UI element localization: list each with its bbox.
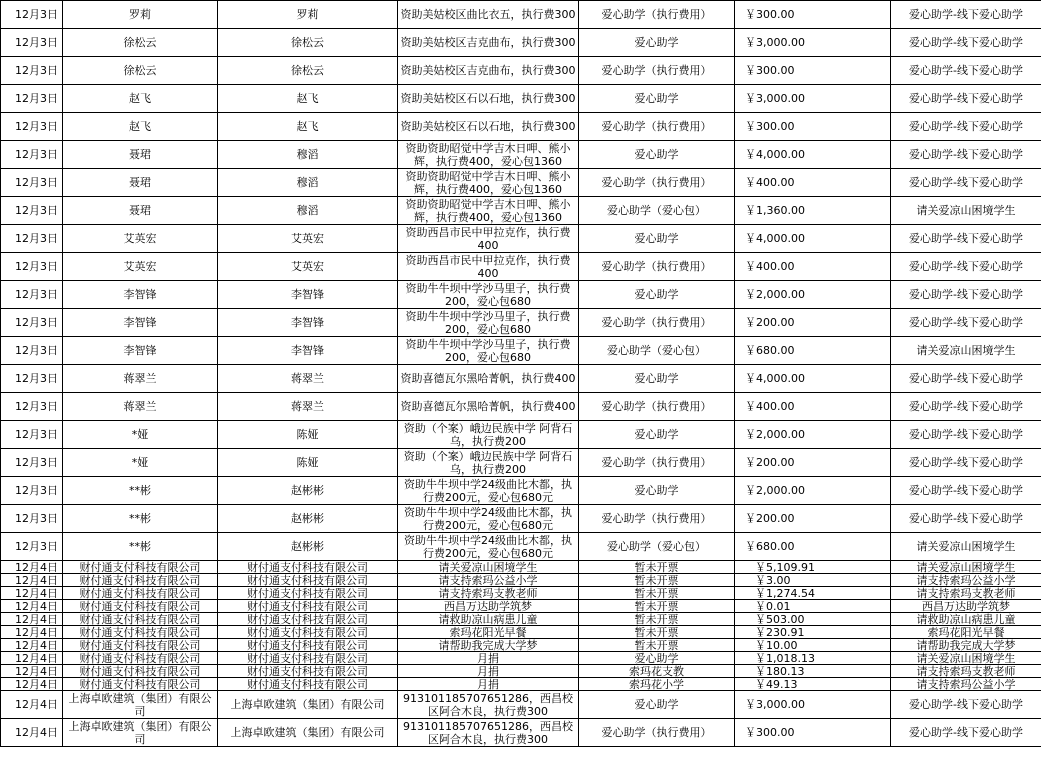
description-cell: 资助喜德瓦尔黑哈菁帆，执行费400	[398, 365, 579, 393]
description-cell: 资助牛牛坝中学24级曲比木都，执行费200元，爱心包680元	[398, 505, 579, 533]
destination-cell: 请支持索玛支教老师	[891, 587, 1041, 600]
description-cell: 913101185707651286，西昌校区阿合木良，执行费300	[398, 691, 579, 719]
amount-cell: ￥300.00	[735, 719, 891, 747]
date-cell: 12月3日	[1, 281, 63, 309]
donor-name-cell: 财付通支付科技有限公司	[63, 613, 218, 626]
destination-cell: 爱心助学-线下爱心助学	[891, 449, 1041, 477]
destination-cell: 爱心助学-线下爱心助学	[891, 505, 1041, 533]
description-cell: 资助美姑校区吉克曲布，执行费300	[398, 57, 579, 85]
date-cell: 12月3日	[1, 449, 63, 477]
donor-name-cell: 徐松云	[63, 29, 218, 57]
amount-cell: ￥2,000.00	[735, 477, 891, 505]
donor-name-cell: 财付通支付科技有限公司	[63, 665, 218, 678]
table-row	[1, 197, 1041, 225]
description-cell: 资助喜德瓦尔黑哈菁帆，执行费400	[398, 393, 579, 421]
amount-cell: ￥300.00	[735, 113, 891, 141]
amount-cell: ￥180.13	[735, 665, 891, 678]
table-row	[1, 449, 1041, 477]
category-cell: 爱心助学	[579, 691, 735, 719]
category-cell: 爱心助学（执行费用）	[579, 505, 735, 533]
category-cell: 暂未开票	[579, 639, 735, 652]
date-cell: 12月3日	[1, 393, 63, 421]
category-cell: 爱心助学	[579, 652, 735, 665]
description-cell: 资助牛牛坝中学24级曲比木都，执行费200元，爱心包680元	[398, 533, 579, 561]
destination-cell: 爱心助学-线下爱心助学	[891, 309, 1041, 337]
description-cell: 913101185707651286，西昌校区阿合木良，执行费300	[398, 719, 579, 747]
description-cell: 月捐	[398, 665, 579, 678]
donor-name-cell: 上海卓欧建筑（集团）有限公司	[63, 691, 218, 719]
recipient-name-cell: 财付通支付科技有限公司	[218, 626, 398, 639]
amount-cell: ￥4,000.00	[735, 225, 891, 253]
table-row	[1, 561, 1041, 574]
description-cell: 资助美姑校区曲比衣五，执行费300	[398, 1, 579, 29]
amount-cell: ￥3,000.00	[735, 85, 891, 113]
description-cell: 请支持索玛支教老师	[398, 587, 579, 600]
destination-cell: 请关爱凉山困境学生	[891, 561, 1041, 574]
donor-name-cell: 李智锋	[63, 337, 218, 365]
amount-cell: ￥3,000.00	[735, 691, 891, 719]
table-row	[1, 85, 1041, 113]
amount-cell: ￥5,109.91	[735, 561, 891, 574]
donor-name-cell: 财付通支付科技有限公司	[63, 626, 218, 639]
category-cell: 爱心助学（执行费用）	[579, 309, 735, 337]
amount-cell: ￥680.00	[735, 337, 891, 365]
date-cell: 12月3日	[1, 477, 63, 505]
recipient-name-cell: 穆滔	[218, 197, 398, 225]
amount-cell: ￥400.00	[735, 169, 891, 197]
description-cell: 资助西昌市民中甲拉克作，执行费400	[398, 225, 579, 253]
destination-cell: 爱心助学-线下爱心助学	[891, 365, 1041, 393]
description-cell: 资助牛牛坝中学24级曲比木都，执行费200元，爱心包680元	[398, 477, 579, 505]
category-cell: 爱心助学	[579, 85, 735, 113]
date-cell: 12月3日	[1, 169, 63, 197]
table-row	[1, 587, 1041, 600]
category-cell: 爱心助学	[579, 421, 735, 449]
category-cell: 暂未开票	[579, 587, 735, 600]
date-cell: 12月4日	[1, 600, 63, 613]
donor-name-cell: 李智锋	[63, 281, 218, 309]
donor-name-cell: 蒋翠兰	[63, 365, 218, 393]
category-cell: 暂未开票	[579, 561, 735, 574]
destination-cell: 爱心助学-线下爱心助学	[891, 113, 1041, 141]
donor-name-cell: *娅	[63, 421, 218, 449]
destination-cell: 爱心助学-线下爱心助学	[891, 691, 1041, 719]
donor-name-cell: 财付通支付科技有限公司	[63, 652, 218, 665]
table-row	[1, 652, 1041, 665]
category-cell: 爱心助学	[579, 281, 735, 309]
destination-cell: 爱心助学-线下爱心助学	[891, 393, 1041, 421]
amount-cell: ￥3,000.00	[735, 29, 891, 57]
recipient-name-cell: 艾英宏	[218, 225, 398, 253]
category-cell: 索玛花支教	[579, 665, 735, 678]
description-cell: 资助资助昭觉中学吉木日呷、熊小辉，执行费400，爱心包1360	[398, 197, 579, 225]
date-cell: 12月4日	[1, 626, 63, 639]
table-row	[1, 113, 1041, 141]
destination-cell: 爱心助学-线下爱心助学	[891, 169, 1041, 197]
category-cell: 爱心助学（执行费用）	[579, 113, 735, 141]
category-cell: 暂未开票	[579, 613, 735, 626]
table-row	[1, 421, 1041, 449]
destination-cell: 请关爱凉山困境学生	[891, 533, 1041, 561]
date-cell: 12月3日	[1, 309, 63, 337]
category-cell: 爱心助学（执行费用）	[579, 449, 735, 477]
date-cell: 12月3日	[1, 225, 63, 253]
description-cell: 请帮助我完成大学梦	[398, 639, 579, 652]
destination-cell: 请关爱凉山困境学生	[891, 337, 1041, 365]
donor-name-cell: 上海卓欧建筑（集团）有限公司	[63, 719, 218, 747]
recipient-name-cell: 财付通支付科技有限公司	[218, 665, 398, 678]
category-cell: 爱心助学（执行费用）	[579, 253, 735, 281]
table-row	[1, 665, 1041, 678]
date-cell: 12月3日	[1, 365, 63, 393]
table-row	[1, 1, 1041, 29]
destination-cell: 请关爱凉山困境学生	[891, 197, 1041, 225]
destination-cell: 爱心助学-线下爱心助学	[891, 253, 1041, 281]
amount-cell: ￥1,274.54	[735, 587, 891, 600]
category-cell: 爱心助学（执行费用）	[579, 1, 735, 29]
category-cell: 爱心助学（爱心包）	[579, 533, 735, 561]
amount-cell: ￥400.00	[735, 393, 891, 421]
destination-cell: 爱心助学-线下爱心助学	[891, 281, 1041, 309]
amount-cell: ￥200.00	[735, 505, 891, 533]
destination-cell: 爱心助学-线下爱心助学	[891, 57, 1041, 85]
recipient-name-cell: 蒋翠兰	[218, 393, 398, 421]
description-cell: 资助资助昭觉中学吉木日呷、熊小辉，执行费400，爱心包1360	[398, 169, 579, 197]
table-row	[1, 600, 1041, 613]
donor-name-cell: 财付通支付科技有限公司	[63, 574, 218, 587]
destination-cell: 请支持索玛支教老师	[891, 665, 1041, 678]
destination-cell: 爱心助学-线下爱心助学	[891, 719, 1041, 747]
description-cell: 资助美姑校区吉克曲布，执行费300	[398, 29, 579, 57]
amount-cell: ￥230.91	[735, 626, 891, 639]
date-cell: 12月4日	[1, 639, 63, 652]
amount-cell: ￥300.00	[735, 1, 891, 29]
amount-cell: ￥1,018.13	[735, 652, 891, 665]
destination-cell: 请帮助我完成大学梦	[891, 639, 1041, 652]
table-row	[1, 141, 1041, 169]
donor-name-cell: 艾英宏	[63, 225, 218, 253]
recipient-name-cell: 财付通支付科技有限公司	[218, 613, 398, 626]
amount-cell: ￥3.00	[735, 574, 891, 587]
table-row	[1, 719, 1041, 747]
destination-cell: 请关爱凉山困境学生	[891, 652, 1041, 665]
date-cell: 12月4日	[1, 678, 63, 691]
date-cell: 12月4日	[1, 691, 63, 719]
amount-cell: ￥680.00	[735, 533, 891, 561]
date-cell: 12月3日	[1, 57, 63, 85]
category-cell: 爱心助学	[579, 365, 735, 393]
date-cell: 12月4日	[1, 587, 63, 600]
donor-name-cell: 财付通支付科技有限公司	[63, 587, 218, 600]
date-cell: 12月4日	[1, 613, 63, 626]
donor-name-cell: 聂珺	[63, 141, 218, 169]
recipient-name-cell: 穆滔	[218, 141, 398, 169]
amount-cell: ￥49.13	[735, 678, 891, 691]
amount-cell: ￥4,000.00	[735, 141, 891, 169]
recipient-name-cell: 陈娅	[218, 449, 398, 477]
donor-name-cell: 蒋翠兰	[63, 393, 218, 421]
table-row	[1, 57, 1041, 85]
table-row	[1, 639, 1041, 652]
recipient-name-cell: 李智锋	[218, 337, 398, 365]
date-cell: 12月3日	[1, 337, 63, 365]
donor-name-cell: 徐松云	[63, 57, 218, 85]
description-cell: 西昌万达助学筑梦	[398, 600, 579, 613]
donor-name-cell: *娅	[63, 449, 218, 477]
donor-name-cell: 赵飞	[63, 113, 218, 141]
donor-name-cell: 艾英宏	[63, 253, 218, 281]
destination-cell: 爱心助学-线下爱心助学	[891, 421, 1041, 449]
category-cell: 爱心助学	[579, 29, 735, 57]
description-cell: 资助西昌市民中甲拉克作，执行费400	[398, 253, 579, 281]
description-cell: 资助牛牛坝中学沙马里子，执行费200，爱心包680	[398, 309, 579, 337]
category-cell: 爱心助学（执行费用）	[579, 57, 735, 85]
donor-name-cell: 财付通支付科技有限公司	[63, 678, 218, 691]
donor-name-cell: **彬	[63, 477, 218, 505]
donor-name-cell: **彬	[63, 505, 218, 533]
description-cell: 请支持索玛公益小学	[398, 574, 579, 587]
description-cell: 月捐	[398, 678, 579, 691]
destination-cell: 西昌万达助学筑梦	[891, 600, 1041, 613]
amount-cell: ￥200.00	[735, 449, 891, 477]
description-cell: 资助（个案）峨边民族中学 阿背石乌，执行费200	[398, 449, 579, 477]
table-row	[1, 533, 1041, 561]
table-row	[1, 505, 1041, 533]
recipient-name-cell: 财付通支付科技有限公司	[218, 587, 398, 600]
recipient-name-cell: 穆滔	[218, 169, 398, 197]
amount-cell: ￥400.00	[735, 253, 891, 281]
table-row	[1, 678, 1041, 691]
amount-cell: ￥0.01	[735, 600, 891, 613]
donor-name-cell: 罗莉	[63, 1, 218, 29]
date-cell: 12月3日	[1, 421, 63, 449]
date-cell: 12月4日	[1, 665, 63, 678]
date-cell: 12月4日	[1, 574, 63, 587]
description-cell: 请救助凉山病患儿童	[398, 613, 579, 626]
recipient-name-cell: 财付通支付科技有限公司	[218, 678, 398, 691]
destination-cell: 请支持索玛公益小学	[891, 678, 1041, 691]
recipient-name-cell: 赵彬彬	[218, 533, 398, 561]
table-row	[1, 309, 1041, 337]
donor-name-cell: **彬	[63, 533, 218, 561]
category-cell: 暂未开票	[579, 574, 735, 587]
recipient-name-cell: 财付通支付科技有限公司	[218, 574, 398, 587]
amount-cell: ￥503.00	[735, 613, 891, 626]
date-cell: 12月3日	[1, 533, 63, 561]
table-row	[1, 626, 1041, 639]
destination-cell: 索玛花阳光早餐	[891, 626, 1041, 639]
date-cell: 12月3日	[1, 85, 63, 113]
amount-cell: ￥4,000.00	[735, 365, 891, 393]
recipient-name-cell: 赵彬彬	[218, 477, 398, 505]
category-cell: 暂未开票	[579, 626, 735, 639]
category-cell: 爱心助学（执行费用）	[579, 169, 735, 197]
date-cell: 12月4日	[1, 652, 63, 665]
category-cell: 爱心助学（爱心包）	[579, 337, 735, 365]
recipient-name-cell: 赵飞	[218, 113, 398, 141]
description-cell: 资助牛牛坝中学沙马里子，执行费200，爱心包680	[398, 337, 579, 365]
description-cell: 资助资助昭觉中学吉木日呷、熊小辉，执行费400，爱心包1360	[398, 141, 579, 169]
description-cell: 资助美姑校区石以石地，执行费300	[398, 85, 579, 113]
recipient-name-cell: 徐松云	[218, 57, 398, 85]
category-cell: 索玛花小学	[579, 678, 735, 691]
donor-name-cell: 李智锋	[63, 309, 218, 337]
date-cell: 12月3日	[1, 505, 63, 533]
destination-cell: 爱心助学-线下爱心助学	[891, 29, 1041, 57]
destination-cell: 爱心助学-线下爱心助学	[891, 225, 1041, 253]
date-cell: 12月3日	[1, 113, 63, 141]
table-row	[1, 477, 1041, 505]
destination-cell: 爱心助学-线下爱心助学	[891, 1, 1041, 29]
description-cell: 月捐	[398, 652, 579, 665]
recipient-name-cell: 蒋翠兰	[218, 365, 398, 393]
recipient-name-cell: 陈娅	[218, 421, 398, 449]
description-cell: 资助（个案）峨边民族中学 阿背石乌，执行费200	[398, 421, 579, 449]
recipient-name-cell: 财付通支付科技有限公司	[218, 561, 398, 574]
category-cell: 爱心助学	[579, 141, 735, 169]
donor-name-cell: 聂珺	[63, 197, 218, 225]
category-cell: 爱心助学（爱心包）	[579, 197, 735, 225]
donor-name-cell: 财付通支付科技有限公司	[63, 600, 218, 613]
table-row	[1, 29, 1041, 57]
destination-cell: 爱心助学-线下爱心助学	[891, 85, 1041, 113]
table-body	[1, 1, 1041, 747]
amount-cell: ￥200.00	[735, 309, 891, 337]
recipient-name-cell: 上海卓欧建筑（集团）有限公司	[218, 719, 398, 747]
table-row	[1, 691, 1041, 719]
description-cell: 资助牛牛坝中学沙马里子，执行费200，爱心包680	[398, 281, 579, 309]
amount-cell: ￥2,000.00	[735, 281, 891, 309]
donor-name-cell: 财付通支付科技有限公司	[63, 639, 218, 652]
description-cell: 资助美姑校区石以石地，执行费300	[398, 113, 579, 141]
recipient-name-cell: 李智锋	[218, 309, 398, 337]
table-row	[1, 169, 1041, 197]
table-row	[1, 281, 1041, 309]
date-cell: 12月4日	[1, 561, 63, 574]
date-cell: 12月4日	[1, 719, 63, 747]
date-cell: 12月3日	[1, 253, 63, 281]
recipient-name-cell: 财付通支付科技有限公司	[218, 600, 398, 613]
table-row	[1, 253, 1041, 281]
recipient-name-cell: 艾英宏	[218, 253, 398, 281]
destination-cell: 请支持索玛公益小学	[891, 574, 1041, 587]
category-cell: 爱心助学	[579, 477, 735, 505]
date-cell: 12月3日	[1, 29, 63, 57]
table-row	[1, 337, 1041, 365]
recipient-name-cell: 罗莉	[218, 1, 398, 29]
category-cell: 爱心助学（执行费用）	[579, 719, 735, 747]
description-cell: 索玛花阳光早餐	[398, 626, 579, 639]
table-row	[1, 225, 1041, 253]
donor-name-cell: 财付通支付科技有限公司	[63, 561, 218, 574]
table-row	[1, 574, 1041, 587]
recipient-name-cell: 徐松云	[218, 29, 398, 57]
category-cell: 爱心助学	[579, 225, 735, 253]
donor-name-cell: 聂珺	[63, 169, 218, 197]
amount-cell: ￥2,000.00	[735, 421, 891, 449]
amount-cell: ￥1,360.00	[735, 197, 891, 225]
table-row	[1, 393, 1041, 421]
table-row	[1, 613, 1041, 626]
date-cell: 12月3日	[1, 197, 63, 225]
amount-cell: ￥10.00	[735, 639, 891, 652]
recipient-name-cell: 赵飞	[218, 85, 398, 113]
destination-cell: 爱心助学-线下爱心助学	[891, 141, 1041, 169]
description-cell: 请关爱凉山困境学生	[398, 561, 579, 574]
table-row	[1, 365, 1041, 393]
recipient-name-cell: 赵彬彬	[218, 505, 398, 533]
recipient-name-cell: 财付通支付科技有限公司	[218, 639, 398, 652]
recipient-name-cell: 李智锋	[218, 281, 398, 309]
category-cell: 爱心助学（执行费用）	[579, 393, 735, 421]
donor-name-cell: 赵飞	[63, 85, 218, 113]
category-cell: 暂未开票	[579, 600, 735, 613]
recipient-name-cell: 上海卓欧建筑（集团）有限公司	[218, 691, 398, 719]
date-cell: 12月3日	[1, 1, 63, 29]
amount-cell: ￥300.00	[735, 57, 891, 85]
destination-cell: 爱心助学-线下爱心助学	[891, 477, 1041, 505]
destination-cell: 请救助凉山病患儿童	[891, 613, 1041, 626]
date-cell: 12月3日	[1, 141, 63, 169]
recipient-name-cell: 财付通支付科技有限公司	[218, 652, 398, 665]
